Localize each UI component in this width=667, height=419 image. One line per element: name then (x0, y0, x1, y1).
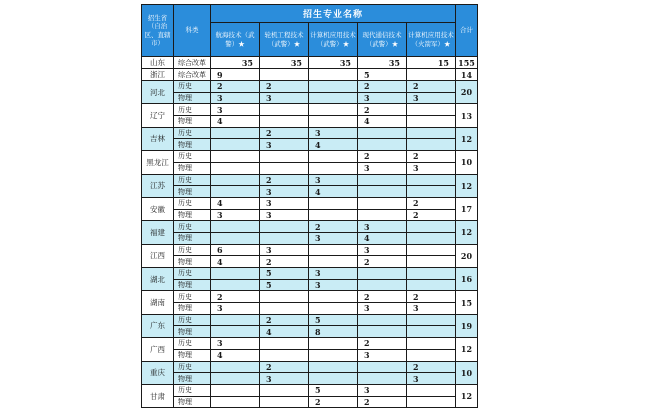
table-row (142, 314, 478, 326)
table-row (142, 232, 478, 244)
quota-cell (358, 127, 407, 139)
quota-cell: 2 (358, 256, 407, 268)
subject-cell: 历史 (174, 244, 211, 256)
quota-cell (309, 244, 358, 256)
province-total: 12 (456, 338, 478, 361)
province-total: 12 (456, 384, 478, 407)
table-row (142, 244, 478, 256)
quota-cell (309, 69, 358, 81)
quota-cell (407, 139, 456, 151)
quota-cell: 3 (358, 221, 407, 233)
quota-cell: 2 (358, 104, 407, 116)
province-name: 甘肃 (142, 384, 174, 407)
province-total: 15 (456, 291, 478, 314)
header-total: 合计 (456, 5, 478, 57)
quota-cell (260, 291, 309, 303)
subject-cell: 历史 (174, 81, 211, 93)
header-major-3: 计算机应用技术（武警）★ (309, 23, 358, 57)
quota-cell: 2 (358, 396, 407, 408)
quota-cell: 4 (358, 116, 407, 128)
table-row (142, 116, 478, 128)
quota-cell: 9 (211, 69, 260, 81)
header-region: 招生省（自治区、直辖市） (142, 5, 174, 57)
quota-cell (260, 221, 309, 233)
quota-cell: 2 (211, 291, 260, 303)
province-total: 20 (456, 81, 478, 104)
quota-cell (358, 314, 407, 326)
quota-cell (211, 151, 260, 163)
table-header (142, 5, 478, 57)
quota-cell (309, 256, 358, 268)
header-subject: 科类 (174, 5, 211, 57)
quota-cell (211, 127, 260, 139)
quota-cell: 3 (407, 303, 456, 315)
quota-cell (309, 338, 358, 350)
province-total: 10 (456, 151, 478, 174)
quota-cell: 2 (407, 361, 456, 373)
table-row (142, 186, 478, 198)
quota-cell (309, 349, 358, 361)
province-total: 10 (456, 361, 478, 384)
province-total: 13 (456, 104, 478, 127)
subject-cell: 物理 (174, 92, 211, 104)
summary-value-3: 35 (309, 57, 358, 69)
quota-cell: 3 (407, 373, 456, 385)
quota-cell (407, 104, 456, 116)
subject-cell: 历史 (174, 338, 211, 350)
quota-cell: 4 (211, 197, 260, 209)
quota-cell (309, 116, 358, 128)
quota-cell (309, 92, 358, 104)
header-major-1: 航海技术（武警）★ (211, 23, 260, 57)
quota-cell: 2 (309, 221, 358, 233)
quota-cell (211, 139, 260, 151)
subject-cell: 综合改革 (174, 69, 211, 81)
quota-cell: 2 (260, 174, 309, 186)
quota-cell: 3 (260, 197, 309, 209)
quota-cell: 3 (211, 92, 260, 104)
quota-cell: 2 (260, 361, 309, 373)
quota-cell (407, 384, 456, 396)
quota-cell: 5 (260, 268, 309, 280)
quota-cell (211, 162, 260, 174)
quota-cell: 3 (211, 338, 260, 350)
quota-cell (407, 127, 456, 139)
table-row (142, 92, 478, 104)
quota-cell: 5 (260, 279, 309, 291)
quota-cell (358, 174, 407, 186)
quota-cell: 3 (309, 174, 358, 186)
quota-cell (358, 361, 407, 373)
quota-cell: 4 (309, 186, 358, 198)
quota-cell: 3 (260, 92, 309, 104)
quota-cell (358, 139, 407, 151)
quota-cell: 3 (358, 244, 407, 256)
province-total: 12 (456, 221, 478, 244)
province-total: 14 (456, 69, 478, 81)
summary-region: 山东 (142, 57, 174, 69)
quota-cell (309, 81, 358, 93)
quota-cell (211, 268, 260, 280)
quota-cell: 4 (211, 349, 260, 361)
quota-cell (407, 244, 456, 256)
province-name: 浙江 (142, 69, 174, 81)
quota-cell: 3 (211, 303, 260, 315)
quota-cell: 3 (309, 268, 358, 280)
subject-cell: 物理 (174, 279, 211, 291)
province-total: 20 (456, 244, 478, 267)
summary-value-5: 15 (407, 57, 456, 69)
quota-cell (211, 279, 260, 291)
header-major-2: 轮机工程技术（武警）★ (260, 23, 309, 57)
province-total: 12 (456, 127, 478, 150)
quota-cell (358, 373, 407, 385)
province-name: 吉林 (142, 127, 174, 150)
subject-cell: 历史 (174, 151, 211, 163)
table-row (142, 291, 478, 303)
province-total: 12 (456, 174, 478, 197)
quota-cell: 4 (260, 326, 309, 338)
quota-cell (211, 314, 260, 326)
subject-cell: 物理 (174, 162, 211, 174)
quota-cell: 3 (309, 127, 358, 139)
province-name: 辽宁 (142, 104, 174, 127)
quota-cell (309, 303, 358, 315)
quota-cell (407, 268, 456, 280)
quota-cell: 2 (407, 209, 456, 221)
quota-cell: 3 (260, 209, 309, 221)
table-row (142, 279, 478, 291)
table-row (142, 174, 478, 186)
header-major-5: 计算机应用技术（火箭军）★ (407, 23, 456, 57)
summary-total: 155 (456, 57, 478, 69)
quota-cell (260, 151, 309, 163)
province-name: 广东 (142, 314, 174, 337)
quota-cell: 2 (309, 396, 358, 408)
quota-cell: 3 (358, 162, 407, 174)
province-name: 江西 (142, 244, 174, 267)
table-row (142, 384, 478, 396)
quota-cell (407, 326, 456, 338)
table-row (142, 104, 478, 116)
quota-cell (358, 197, 407, 209)
quota-cell: 2 (358, 338, 407, 350)
quota-cell: 8 (309, 326, 358, 338)
province-total: 16 (456, 268, 478, 291)
quota-cell: 4 (358, 232, 407, 244)
subject-cell: 历史 (174, 104, 211, 116)
quota-cell (358, 268, 407, 280)
quota-cell: 2 (407, 197, 456, 209)
table-row (142, 361, 478, 373)
quota-cell (407, 116, 456, 128)
summary-subject: 综合改革 (174, 57, 211, 69)
quota-cell (407, 314, 456, 326)
quota-cell (211, 174, 260, 186)
subject-cell: 历史 (174, 291, 211, 303)
quota-cell: 4 (211, 256, 260, 268)
quota-cell (211, 221, 260, 233)
quota-cell: 2 (260, 314, 309, 326)
quota-cell (260, 162, 309, 174)
quota-cell (358, 209, 407, 221)
quota-cell (260, 384, 309, 396)
subject-cell: 物理 (174, 116, 211, 128)
subject-cell: 历史 (174, 197, 211, 209)
quota-cell: 3 (309, 232, 358, 244)
subject-cell: 历史 (174, 174, 211, 186)
quota-cell (260, 396, 309, 408)
province-name: 安徽 (142, 197, 174, 220)
quota-cell (407, 221, 456, 233)
quota-cell: 2 (260, 127, 309, 139)
quota-cell: 3 (211, 209, 260, 221)
table-row (142, 268, 478, 280)
quota-cell (407, 396, 456, 408)
quota-cell: 5 (309, 314, 358, 326)
quota-cell (407, 232, 456, 244)
quota-cell (211, 326, 260, 338)
enrollment-plan-table-container (141, 4, 477, 408)
quota-cell: 2 (358, 151, 407, 163)
quota-cell (309, 373, 358, 385)
province-total: 19 (456, 314, 478, 337)
table-row (142, 256, 478, 268)
quota-cell: 5 (358, 69, 407, 81)
subject-cell: 物理 (174, 396, 211, 408)
quota-cell (309, 209, 358, 221)
quota-cell (407, 186, 456, 198)
quota-cell: 3 (260, 244, 309, 256)
quota-cell (260, 349, 309, 361)
subject-cell: 物理 (174, 209, 211, 221)
table-row (142, 127, 478, 139)
quota-cell: 4 (309, 139, 358, 151)
quota-cell: 2 (211, 81, 260, 93)
province-name: 福建 (142, 221, 174, 244)
subject-cell: 历史 (174, 127, 211, 139)
table-row (142, 349, 478, 361)
quota-cell (407, 174, 456, 186)
table-row (142, 81, 478, 93)
quota-cell: 3 (358, 92, 407, 104)
quota-cell: 3 (211, 104, 260, 116)
province-name: 广西 (142, 338, 174, 361)
quota-cell (211, 384, 260, 396)
quota-cell (407, 349, 456, 361)
quota-cell (260, 69, 309, 81)
header-major-title: 招生专业名称 (211, 5, 456, 23)
enrollment-plan-table (141, 4, 478, 408)
quota-cell (309, 104, 358, 116)
quota-cell: 2 (407, 151, 456, 163)
subject-cell: 历史 (174, 268, 211, 280)
quota-cell (260, 116, 309, 128)
quota-cell: 2 (260, 256, 309, 268)
table-row (142, 197, 478, 209)
quota-cell (211, 373, 260, 385)
quota-cell (211, 232, 260, 244)
quota-cell: 3 (260, 139, 309, 151)
quota-cell: 2 (358, 291, 407, 303)
subject-cell: 物理 (174, 186, 211, 198)
quota-cell: 5 (309, 384, 358, 396)
quota-cell (309, 361, 358, 373)
summary-value-4: 35 (358, 57, 407, 69)
quota-cell: 3 (358, 349, 407, 361)
quota-cell: 4 (211, 116, 260, 128)
subject-cell: 历史 (174, 384, 211, 396)
province-name: 重庆 (142, 361, 174, 384)
quota-cell: 2 (407, 81, 456, 93)
table-row (142, 139, 478, 151)
quota-cell (407, 338, 456, 350)
quota-cell (260, 338, 309, 350)
table-row (142, 162, 478, 174)
quota-cell: 2 (358, 81, 407, 93)
subject-cell: 历史 (174, 314, 211, 326)
table-row (142, 396, 478, 408)
subject-cell: 物理 (174, 232, 211, 244)
quota-cell (211, 361, 260, 373)
table-row (142, 69, 478, 81)
subject-cell: 物理 (174, 326, 211, 338)
quota-cell (358, 279, 407, 291)
province-name: 湖北 (142, 268, 174, 291)
table-row (142, 221, 478, 233)
quota-cell: 3 (260, 373, 309, 385)
quota-cell: 6 (211, 244, 260, 256)
table-row (142, 303, 478, 315)
subject-cell: 历史 (174, 361, 211, 373)
subject-cell: 物理 (174, 349, 211, 361)
quota-cell: 3 (358, 384, 407, 396)
table-body (142, 57, 478, 408)
province-name: 湖南 (142, 291, 174, 314)
table-row (142, 373, 478, 385)
province-name: 河北 (142, 81, 174, 104)
table-row (142, 338, 478, 350)
quota-cell (358, 186, 407, 198)
quota-cell: 2 (407, 291, 456, 303)
province-name: 黑龙江 (142, 151, 174, 174)
quota-cell: 3 (407, 162, 456, 174)
subject-cell: 物理 (174, 303, 211, 315)
table-row (142, 209, 478, 221)
quota-cell (358, 326, 407, 338)
header-major-4: 现代通信技术（武警）★ (358, 23, 407, 57)
quota-cell (260, 104, 309, 116)
quota-cell (211, 396, 260, 408)
quota-cell: 3 (309, 279, 358, 291)
quota-cell (309, 197, 358, 209)
quota-cell (407, 69, 456, 81)
quota-cell (309, 291, 358, 303)
province-total: 17 (456, 197, 478, 220)
quota-cell (260, 303, 309, 315)
quota-cell: 2 (260, 81, 309, 93)
table-row (142, 151, 478, 163)
summary-value-1: 35 (211, 57, 260, 69)
quota-cell (309, 162, 358, 174)
quota-cell (407, 279, 456, 291)
quota-cell (407, 256, 456, 268)
quota-cell: 3 (358, 303, 407, 315)
quota-cell (211, 186, 260, 198)
subject-cell: 历史 (174, 221, 211, 233)
summary-value-2: 35 (260, 57, 309, 69)
summary-row (142, 57, 478, 69)
quota-cell: 3 (407, 92, 456, 104)
subject-cell: 物理 (174, 256, 211, 268)
subject-cell: 物理 (174, 139, 211, 151)
province-name: 江苏 (142, 174, 174, 197)
quota-cell: 3 (260, 186, 309, 198)
quota-cell (309, 151, 358, 163)
quota-cell (260, 232, 309, 244)
table-row (142, 326, 478, 338)
subject-cell: 物理 (174, 373, 211, 385)
